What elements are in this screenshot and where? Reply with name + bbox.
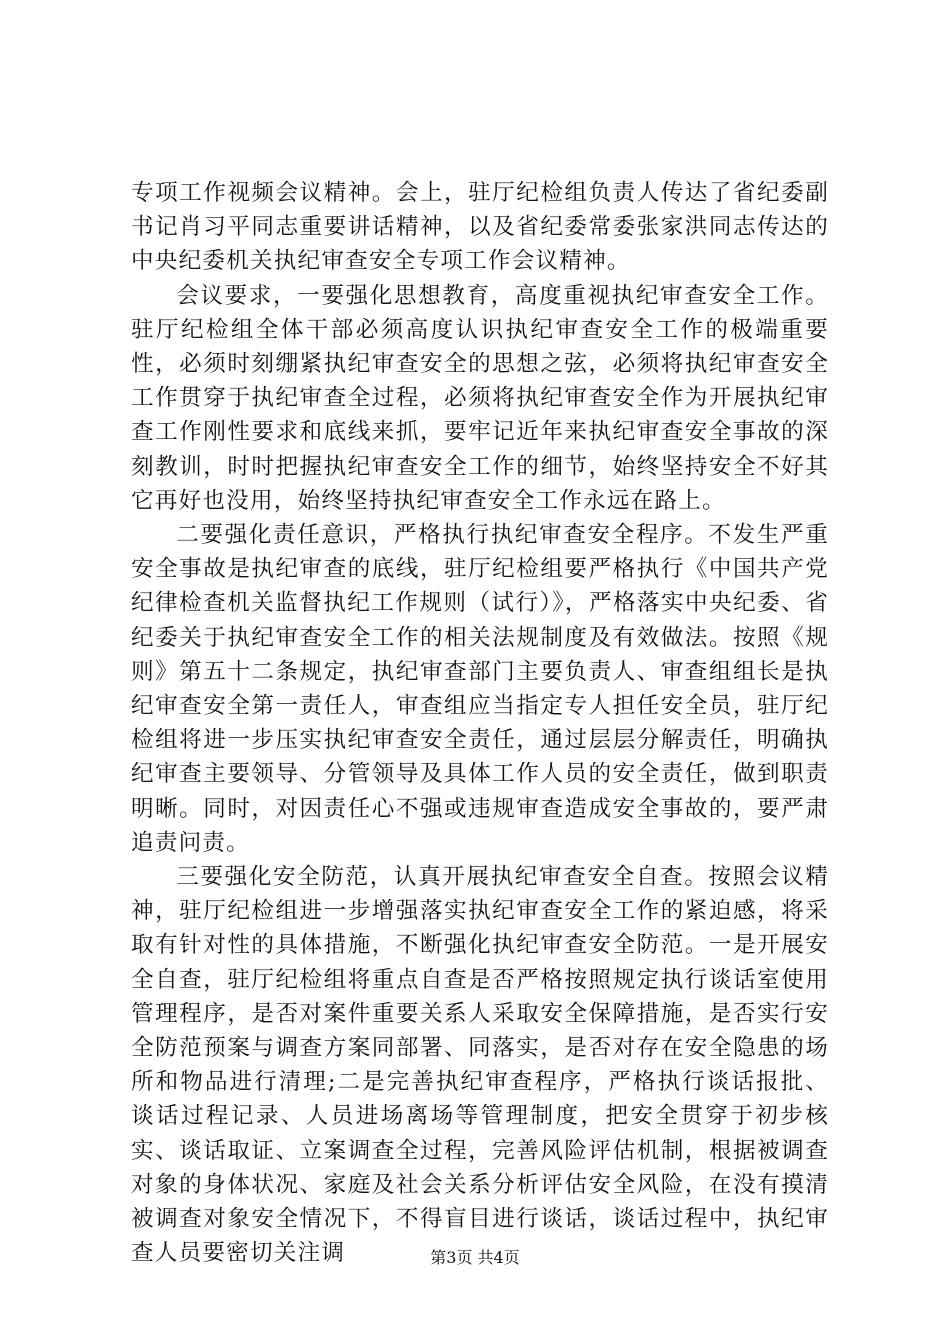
document-body bbox=[131, 176, 829, 1271]
paragraph-1: 专项工作视频会议精神。会上，驻厅纪检组负责人传达了省纪委副书记肖习平同志重要讲话精神，以及省纪委常委张家洪同志传达的中央纪委机关执纪审查安全专项工作会议精神。 bbox=[131, 180, 829, 275]
paragraph-4: 三要强化安全防范，认真开展执纪审查安全自查。按照会议精神，驻厅纪检组进一步增强落实执纪审查安全工作的紧迫感，将采取有针对性的具体措施，不断强化执纪审查安全防范。一是开展安全自查，驻厅纪检组将重点自查是否严格按照规定执行谈话室使用管理程序，是否对案件重要关系人采取安全保障措施，是否实行安全防范预案与调查方案同部署、同落实，是否对存在安全隐患的场所和物品进行清理;二是完善执纪审查程序，严格执行谈话报批、谈话过程记录、人员进场离场等管理制度，把安全贯穿于初步核实、谈话取证、立案调查全过程，完善风险评估机制，根据被调查对象的身体状况、家庭及社会关系分析评估安全风险，在没有摸清被调查对象安全情况下，不得盲目进行谈话，谈话过程中，执纪审查人员要密切关注调 bbox=[131, 864, 829, 1267]
paragraph-3: 二要强化责任意识，严格执行执纪审查安全程序。不发生严重安全事故是执纪审查的底线，驻厅纪检组要严格执行《中国共产党纪律检查机关监督执纪工作规则（试行）》，严格落实中央纪委、省纪委关于执纪审查安全工作的相关法规制度及有效做法。按照《规则》第五十二条规定，执纪审查部门主要负责人、审查组组长是执纪审查安全第一责任人，审查组应当指定专人担任安全员，驻厅纪检组将进一步压实执纪审查安全责任，通过层层分解责任，明确执纪审查主要领导、分管领导及具体工作人员的安全责任，做到职责明晰。同时，对因责任心不强或违规审查造成安全事故的，要严肃追责问责。 bbox=[131, 522, 829, 856]
paragraph-2: 会议要求，一要强化思想教育，高度重视执纪审查安全工作。驻厅纪检组全体干部必须高度认识执纪审查安全工作的极端重要性，必须时刻绷紧执纪审查安全的思想之弦，必须将执纪审查安全工作贯穿于执纪审查全过程，必须将执纪审查安全作为开展执纪审查工作刚性要求和底线来抓，要牢记近年来执纪审查安全事故的深刻教训，时时把握执纪审查安全工作的细节，始终坚持安全不好其它再好也没用，始终坚持执纪审查安全工作永远在路上。 bbox=[131, 282, 829, 514]
page-number-footer: 第3页 共4页 bbox=[430, 1248, 520, 1267]
